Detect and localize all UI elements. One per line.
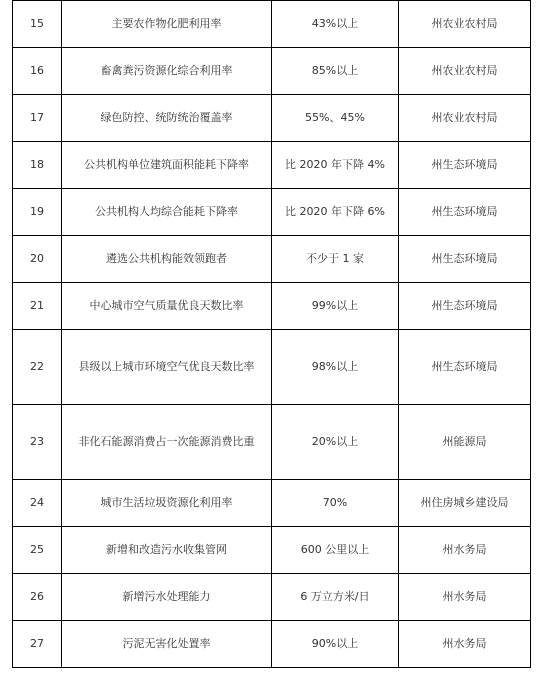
indicator-name: 城市生活垃圾资源化利用率 (62, 480, 272, 527)
row-number: 22 (13, 330, 62, 405)
table-row (13, 95, 531, 142)
target-value: 85%以上 (272, 48, 399, 95)
indicator-name: 新增污水处理能力 (62, 574, 272, 621)
row-number: 16 (13, 48, 62, 95)
target-value: 99%以上 (272, 283, 399, 330)
target-value: 90%以上 (272, 621, 399, 668)
target-value: 98%以上 (272, 330, 399, 405)
indicator-name: 公共机构单位建筑面积能耗下降率 (62, 142, 272, 189)
target-value: 43%以上 (272, 1, 399, 48)
indicator-table (12, 0, 531, 668)
table-row (13, 574, 531, 621)
indicator-name-text: 县级以上城市环境空气优良天数比率 (78, 360, 255, 373)
responsible-dept: 州生态环境局 (399, 330, 531, 405)
responsible-dept: 州农业农村局 (399, 48, 531, 95)
row-number: 27 (13, 621, 62, 668)
table-row (13, 480, 531, 527)
row-number: 15 (13, 1, 62, 48)
table-row (13, 405, 531, 480)
row-number: 23 (13, 405, 62, 480)
table-row (13, 621, 531, 668)
indicator-name: 公共机构人均综合能耗下降率 (62, 189, 272, 236)
table-row (13, 189, 531, 236)
row-number: 25 (13, 527, 62, 574)
target-value: 20%以上 (272, 405, 399, 480)
responsible-dept: 州水务局 (399, 527, 531, 574)
indicator-name (62, 330, 272, 405)
responsible-dept: 州水务局 (399, 574, 531, 621)
table-row (13, 283, 531, 330)
responsible-dept: 州住房城乡建设局 (399, 480, 531, 527)
target-value: 55%、45% (272, 95, 399, 142)
indicator-name: 主要农作物化肥利用率 (62, 1, 272, 48)
table-row (13, 236, 531, 283)
target-value: 比 2020 年下降 4% (272, 142, 399, 189)
responsible-dept: 州生态环境局 (399, 142, 531, 189)
table-row (13, 142, 531, 189)
row-number: 17 (13, 95, 62, 142)
responsible-dept: 州水务局 (399, 621, 531, 668)
indicator-name: 新增和改造污水收集管网 (62, 527, 272, 574)
indicator-name-text: 非化石能源消费占一次能源消费比重 (78, 435, 255, 448)
target-value: 70% (272, 480, 399, 527)
row-number: 19 (13, 189, 62, 236)
responsible-dept: 州农业农村局 (399, 1, 531, 48)
table-row (13, 1, 531, 48)
target-value: 600 公里以上 (272, 527, 399, 574)
row-number: 26 (13, 574, 62, 621)
target-value: 不少于 1 家 (272, 236, 399, 283)
indicator-name: 遴选公共机构能效领跑者 (62, 236, 272, 283)
table-row (13, 330, 531, 405)
row-number: 24 (13, 480, 62, 527)
row-number: 18 (13, 142, 62, 189)
responsible-dept: 州生态环境局 (399, 189, 531, 236)
target-value: 6 万立方米/日 (272, 574, 399, 621)
indicator-name: 绿色防控、统防统治覆盖率 (62, 95, 272, 142)
indicator-name: 畜禽粪污资源化综合利用率 (62, 48, 272, 95)
row-number: 20 (13, 236, 62, 283)
target-value: 比 2020 年下降 6% (272, 189, 399, 236)
responsible-dept: 州农业农村局 (399, 95, 531, 142)
responsible-dept: 州能源局 (399, 405, 531, 480)
table-row (13, 48, 531, 95)
responsible-dept: 州生态环境局 (399, 283, 531, 330)
table-row (13, 527, 531, 574)
indicator-name: 中心城市空气质量优良天数比率 (62, 283, 272, 330)
indicator-name (62, 405, 272, 480)
responsible-dept: 州生态环境局 (399, 236, 531, 283)
row-number: 21 (13, 283, 62, 330)
indicator-name: 污泥无害化处置率 (62, 621, 272, 668)
